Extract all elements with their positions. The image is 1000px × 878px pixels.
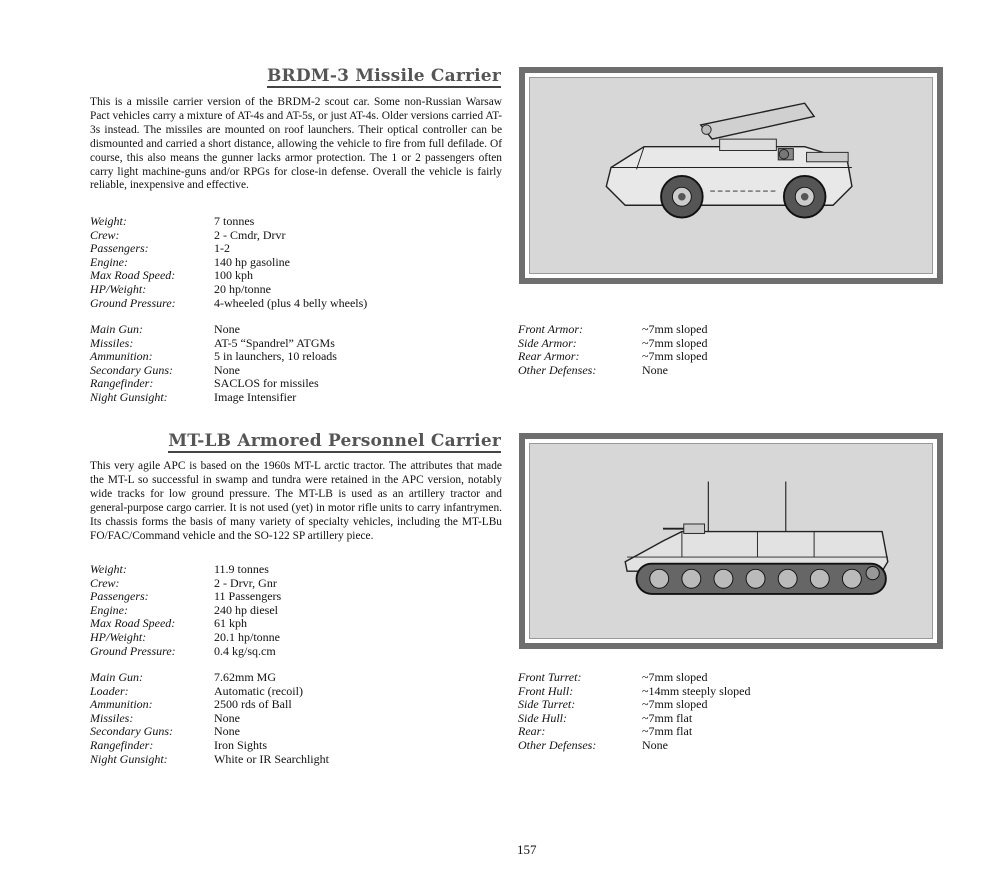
spec-value: 2500 rds of Ball xyxy=(214,697,292,712)
armor-row xyxy=(518,350,708,364)
armor-value: None xyxy=(642,362,668,377)
armor-row xyxy=(518,725,750,739)
spec-row xyxy=(90,577,281,591)
spec-value: 61 kph xyxy=(214,616,247,631)
armor-row xyxy=(518,712,750,726)
spec-row xyxy=(90,297,367,311)
spec-row xyxy=(90,685,329,699)
spec-row xyxy=(90,391,337,405)
spec-label: Main Gun: xyxy=(90,322,143,336)
armor-label: Other Defenses: xyxy=(518,737,597,752)
spec-label: Loader: xyxy=(90,683,129,698)
spec-value: 240 hp diesel xyxy=(214,602,278,617)
armor-table-mtlb xyxy=(518,671,750,753)
spec-row xyxy=(90,712,329,726)
spec-value: 2 - Cmdr, Drvr xyxy=(214,227,286,242)
armor-label: Side Turret: xyxy=(518,697,576,712)
spec-row xyxy=(90,350,337,364)
spec-label: Ammunition: xyxy=(90,349,153,364)
weapons-table-mtlb xyxy=(90,671,329,766)
spec-label: HP/Weight: xyxy=(90,629,147,644)
armor-label: Other Defenses: xyxy=(518,362,597,377)
spec-label: Engine: xyxy=(90,254,128,269)
spec-row xyxy=(90,725,329,739)
spec-label: HP/Weight: xyxy=(90,281,147,296)
spec-row xyxy=(90,323,337,337)
spec-value: None xyxy=(214,710,240,725)
spec-label: Night Gunsight: xyxy=(90,389,168,404)
spec-value: None xyxy=(214,362,240,377)
armor-value: None xyxy=(642,737,668,752)
page-number: 157 xyxy=(517,842,537,857)
spec-value: 11 Passengers xyxy=(214,589,282,604)
spec-label: Passengers: xyxy=(90,241,149,256)
armor-label: Side Hull: xyxy=(518,710,567,725)
weapons-table-brdm3 xyxy=(90,323,337,405)
spec-row xyxy=(90,617,281,631)
spec-value: 20.1 hp/tonne xyxy=(214,629,280,644)
spec-row xyxy=(90,604,281,618)
spec-row xyxy=(90,242,367,256)
spec-value: 7 tonnes xyxy=(214,214,255,228)
armor-value: ~7mm sloped xyxy=(642,335,708,350)
illustration-frame-brdm3 xyxy=(519,67,943,284)
spec-label: Missiles: xyxy=(90,710,134,725)
armor-label: Front Turret: xyxy=(518,670,582,684)
armor-row xyxy=(518,364,708,378)
armor-row xyxy=(518,739,750,753)
armor-label: Front Armor: xyxy=(518,322,584,336)
spec-label: Crew: xyxy=(90,575,120,590)
spec-label: Missiles: xyxy=(90,335,134,350)
spec-value: None xyxy=(214,724,240,739)
mtlb-vehicle-illustration xyxy=(525,439,937,643)
section-title-brdm3: BRDM-3 Missile Carrier xyxy=(266,66,501,86)
spec-row xyxy=(90,590,281,604)
spec-label: Secondary Guns: xyxy=(90,362,173,377)
armor-label: Side Armor: xyxy=(518,335,577,350)
spec-value: 140 hp gasoline xyxy=(214,254,290,269)
spec-value: 100 kph xyxy=(214,268,253,283)
spec-row xyxy=(90,337,337,351)
spec-value: 2 - Drvr, Gnr xyxy=(214,575,277,590)
spec-value: White or IR Searchlight xyxy=(214,751,329,766)
section-title-mtlb: MT-LB Armored Personnel Carrier xyxy=(168,431,501,451)
description-mtlb: This very agile APC is based on the 1960s MT-L arctic tractor. The attributes that made the MT-L so successful in swamp and tundra were retained in the APC version, notably wide tracks for low ground pressure. The MT-LB is used as an artillery tractor and general-purpose cargo carrier. It is not used (yet) in motor rifle units to carry infantrymen. Its chassis forms the basis of many variety of specialty vehicles, including the MT-LBu FO/FAC/Command vehicle and the SO-122 SP artillery piece. xyxy=(90,460,502,542)
spec-value: AT-5 “Spandrel” ATGMs xyxy=(214,335,335,350)
spec-value: None xyxy=(214,322,240,336)
spec-label: Night Gunsight: xyxy=(90,751,168,766)
spec-value: 4-wheeled (plus 4 belly wheels) xyxy=(214,295,368,310)
armor-label: Rear Armor: xyxy=(518,349,580,364)
spec-value: SACLOS for missiles xyxy=(214,376,319,391)
spec-row xyxy=(90,364,337,378)
spec-value: 1-2 xyxy=(214,241,230,256)
armor-row xyxy=(518,698,750,712)
specs-table-mtlb xyxy=(90,563,281,658)
spec-row xyxy=(90,283,367,297)
spec-row xyxy=(90,739,329,753)
spec-value: 20 hp/tonne xyxy=(214,281,271,296)
spec-row xyxy=(90,698,329,712)
spec-row xyxy=(90,563,281,577)
armor-table-brdm3 xyxy=(518,323,708,377)
spec-label: Ground Pressure: xyxy=(90,295,176,310)
spec-label: Ground Pressure: xyxy=(90,643,176,658)
armor-row xyxy=(518,323,708,337)
spec-row xyxy=(90,671,329,685)
spec-label: Max Road Speed: xyxy=(90,268,176,283)
spec-row xyxy=(90,377,337,391)
spec-value: 7.62mm MG xyxy=(214,670,277,684)
spec-value: Image Intensifier xyxy=(214,389,297,404)
armor-row xyxy=(518,671,750,685)
spec-label: Passengers: xyxy=(90,589,149,604)
spec-label: Rangefinder: xyxy=(90,737,154,752)
spec-value: 5 in launchers, 10 reloads xyxy=(214,349,337,364)
spec-row xyxy=(90,215,367,229)
armor-row xyxy=(518,685,750,699)
spec-label: Weight: xyxy=(90,214,127,228)
armor-value: ~7mm sloped xyxy=(642,349,708,364)
spec-label: Crew: xyxy=(90,227,120,242)
spec-label: Weight: xyxy=(90,562,127,576)
armor-label: Front Hull: xyxy=(518,683,574,698)
spec-label: Rangefinder: xyxy=(90,376,154,391)
description-brdm3: This is a missile carrier version of the BRDM-2 scout car. Some non-Russian Warsaw Pact vehicles carry a mixture of AT-4s and AT-5s, or just AT-4s. Older versions carried AT-3s instead. The missiles are mounted on roof launchers. Their optical controller can be dismounted and carried a short distance, allowing the vehicle to fire from full defilade. Of course, this also means the gunner lacks armor protection. The 1 or 2 passengers often carry light machine-guns and/or RPGs for close-in defense. Overall the vehicle is fairly reliable, inexpensive and effective. xyxy=(90,96,502,192)
armor-value: ~7mm flat xyxy=(642,710,693,725)
spec-label: Engine: xyxy=(90,602,128,617)
spec-label: Main Gun: xyxy=(90,670,143,684)
illustration-frame-mtlb xyxy=(519,433,943,649)
brdm3-vehicle-illustration xyxy=(525,73,937,278)
armor-label: Rear: xyxy=(518,724,546,739)
armor-value: ~7mm sloped xyxy=(642,670,708,684)
armor-value: ~14mm steeply sloped xyxy=(642,683,751,698)
spec-row xyxy=(90,256,367,270)
spec-row xyxy=(90,631,281,645)
spec-row xyxy=(90,645,281,659)
spec-label: Ammunition: xyxy=(90,697,153,712)
spec-label: Secondary Guns: xyxy=(90,724,173,739)
spec-row xyxy=(90,753,329,767)
spec-row xyxy=(90,229,367,243)
armor-value: ~7mm sloped xyxy=(642,322,708,336)
spec-label: Max Road Speed: xyxy=(90,616,176,631)
spec-value: 11.9 tonnes xyxy=(214,562,269,576)
spec-row xyxy=(90,269,367,283)
spec-value: Automatic (recoil) xyxy=(214,683,303,698)
armor-row xyxy=(518,337,708,351)
spec-value: Iron Sights xyxy=(214,737,268,752)
armor-value: ~7mm flat xyxy=(642,724,693,739)
spec-value: 0.4 kg/sq.cm xyxy=(214,643,276,658)
armor-value: ~7mm sloped xyxy=(642,697,708,712)
specs-table-brdm3 xyxy=(90,215,367,310)
